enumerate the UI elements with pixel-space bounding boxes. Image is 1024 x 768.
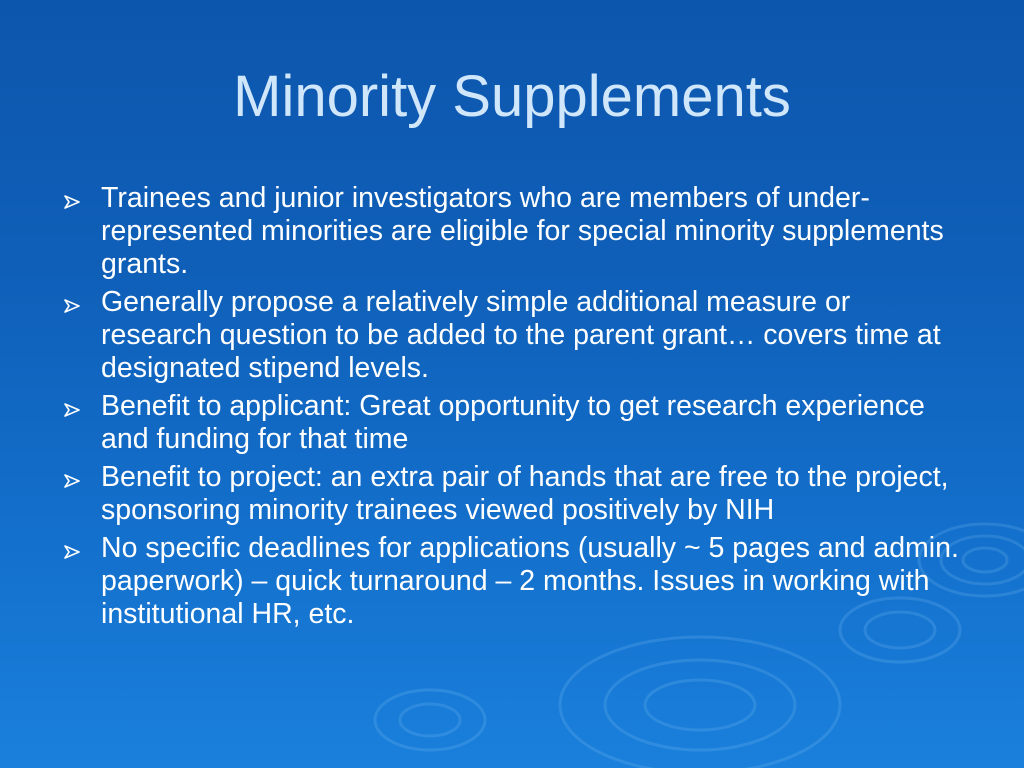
list-item bbox=[64, 286, 964, 385]
bullet-text: Generally propose a relatively simple additional measure or research question to be added to the parent grant… covers time at designated stipend levels. bbox=[101, 286, 941, 384]
chevron-arrow-icon bbox=[64, 474, 80, 488]
list-item bbox=[64, 461, 964, 527]
chevron-arrow-icon bbox=[64, 299, 80, 313]
bullet-text: Benefit to applicant: Great opportunity to get research experience and funding for that time bbox=[101, 390, 925, 455]
bullet-text: Benefit to project: an extra pair of hands that are free to the project, sponsoring minority trainees viewed positively by NIH bbox=[101, 461, 949, 526]
bullet-text: No specific deadlines for applications (usually ~ 5 pages and admin. paperwork) – quick turnaround – 2 months. Issues in working with institutional HR, etc. bbox=[101, 532, 959, 630]
chevron-arrow-icon bbox=[64, 545, 80, 559]
slide-title: Minority Supplements bbox=[233, 64, 791, 129]
chevron-arrow-icon bbox=[64, 403, 80, 417]
list-item bbox=[64, 532, 964, 631]
bullet-text: Trainees and junior investigators who are members of under-represented minorities are eligible for special minority supplements grants. bbox=[101, 182, 944, 280]
list-item bbox=[64, 390, 964, 456]
chevron-arrow-icon bbox=[64, 195, 80, 209]
list-item bbox=[64, 182, 964, 281]
bullet-list bbox=[64, 182, 964, 636]
